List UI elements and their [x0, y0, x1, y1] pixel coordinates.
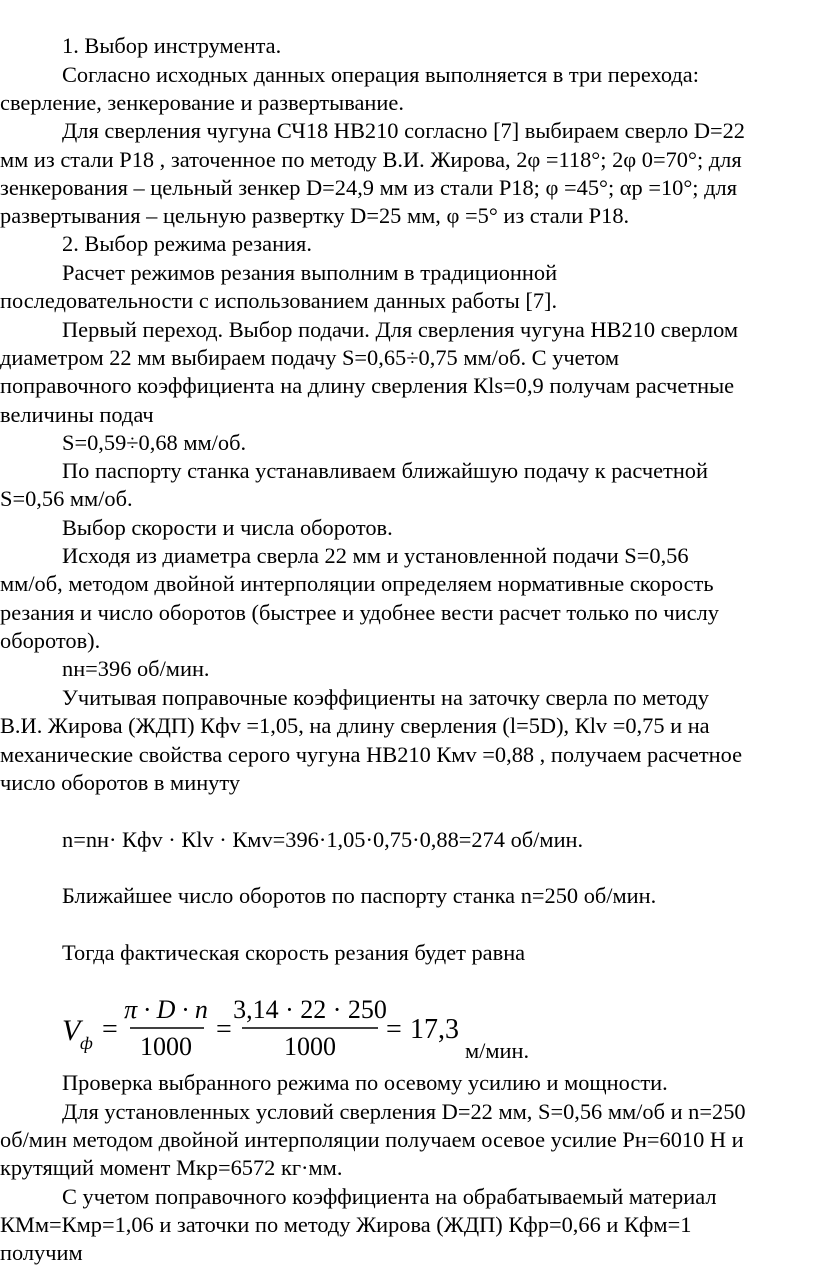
text-line: Согласно исходных данных операция выполняется в три перехода: [62, 62, 699, 87]
text-line: число оборотов в минуту [0, 770, 241, 795]
formula-result: 17,3 [410, 1014, 459, 1045]
formula-denominator-symbolic: 1000 [140, 1032, 192, 1061]
text-line: S=0,59÷0,68 мм/об. [62, 430, 247, 455]
text-line: крутящий момент Мкр=6572 кг·мм. [0, 1155, 343, 1180]
formula-svg [0, 992, 816, 1072]
text-line: КМм=Кмр=1,06 и заточки по методу Жирова (ЖДП) Кфр=0,66 и Кфм=1 [0, 1212, 692, 1237]
text-line: В.И. Жирова (ЖДП) Кфv =1,05, на длину сверления (l=5D), Кlv =0,75 и на [0, 713, 710, 738]
text-line: Первый переход. Выбор подачи. Для сверления чугуна НВ210 сверлом [62, 317, 739, 342]
text-line: оборотов). [0, 628, 101, 653]
text-line: nн=396 об/мин. [62, 656, 210, 681]
text-line: зенкерования – цельный зенкер D=24,9 мм из стали Р18; φ =45°; αр =10°; для [0, 175, 737, 200]
text-line: развертывания – цельную развертку D=25 мм, φ =5° из стали Р18. [0, 203, 630, 228]
text-line: об/мин методом двойной интерполяции получаем осевое усилие Рн=6010 Н и [0, 1127, 744, 1152]
text-line: механические свойства серого чугуна НВ210 Кмv =0,88 , получаем расчетное [0, 742, 743, 767]
text-line: мм/об, методом двойной интерполяции определяем нормативные скорость [0, 571, 714, 596]
text-line: последовательности с использованием данных работы [7]. [0, 288, 558, 313]
formula-unit: м/мин. [465, 1038, 530, 1063]
text-line: По паспорту станка устанавливаем ближайшую подачу к расчетной [62, 458, 708, 483]
text-line: получим [0, 1240, 83, 1265]
text-line: Выбор скорости и числа оборотов. [62, 515, 393, 540]
text-line: Исходя из диаметра сверла 22 мм и установленной подачи S=0,56 [62, 543, 689, 568]
text-line: S=0,56 мм/об. [0, 486, 133, 511]
text-line: величины подач [0, 402, 154, 427]
formula-denominator-numeric: 1000 [284, 1032, 336, 1061]
formula-numerator-numeric: 3,14 · 22 · 250 [233, 995, 387, 1024]
text-line: С учетом поправочного коэффициента на обрабатываемый материал [62, 1184, 717, 1209]
text-line: 2. Выбор режима резания. [62, 231, 312, 256]
text-line: Учитывая поправочные коэффициенты на заточку сверла по методу [62, 685, 709, 710]
text-line: 1. Выбор инструмента. [62, 33, 282, 58]
text-line: Проверка выбранного режима по осевому усилию и мощности. [62, 1070, 668, 1095]
text-line: диаметром 22 мм выбираем подачу S=0,65÷0,75 мм/об. С учетом [0, 345, 620, 370]
text-line: n=nн· Кфv · Кlv · Кмv=396·1,05·0,75·0,88=274 об/мин. [62, 827, 584, 852]
formula-equals-sign: = [102, 1014, 118, 1045]
text-line: Ближайшее число оборотов по паспорту станка n=250 об/мин. [62, 883, 657, 908]
formula-numerator-symbolic: π · D · n [124, 995, 208, 1024]
formula-equals-sign: = [386, 1014, 402, 1045]
formula-lhs: V [62, 1014, 81, 1047]
text-line: сверление, зенкерование и развертывание. [0, 90, 404, 115]
text-line: Тогда фактическая скорость резания будет равна [62, 940, 526, 965]
text-line: Расчет режимов резания выполним в традиционной [62, 260, 558, 285]
text-line: резания и число оборотов (быстрее и удобнее вести расчет только по числу [0, 600, 719, 625]
text-line: Для установленных условий сверления D=22 мм, S=0,56 мм/об и n=250 [62, 1099, 746, 1124]
cutting-speed-formula [0, 992, 816, 1072]
formula-equals-sign: = [216, 1014, 232, 1045]
formula-lhs-subscript: ф [80, 1033, 93, 1053]
text-line: Для сверления чугуна СЧ18 НВ210 согласно [7] выбираем сверло D=22 [62, 118, 746, 143]
text-line: мм из стали Р18 , заточенное по методу В.И. Жирова, 2φ =118°; 2φ 0=70°; для [0, 147, 742, 172]
text-line: поправочного коэффициента на длину сверления Кls=0,9 получам расчетные [0, 373, 735, 398]
